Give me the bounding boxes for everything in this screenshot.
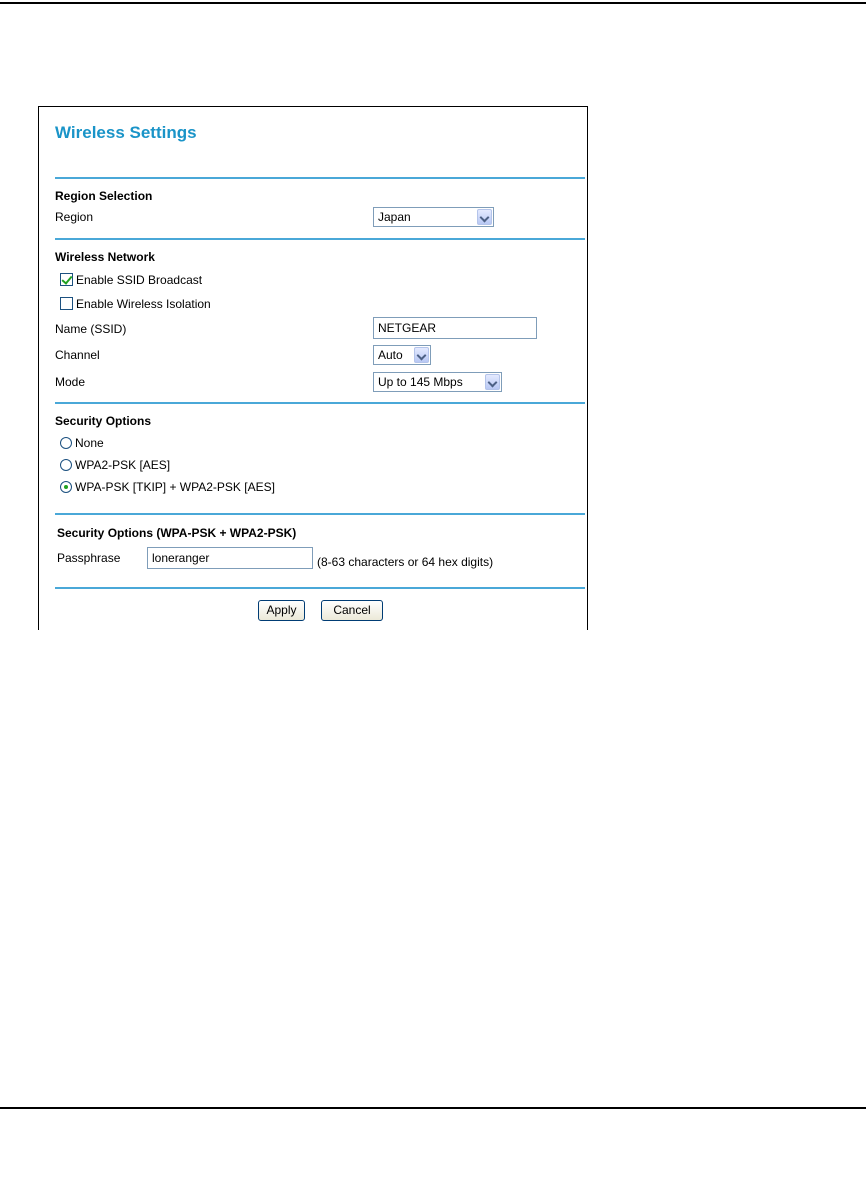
- mode-label: Mode: [55, 375, 86, 389]
- ssid-name-label: Name (SSID): [55, 322, 127, 336]
- ssid-name-value: NETGEAR: [378, 321, 437, 335]
- chevron-down-icon[interactable]: [414, 347, 429, 363]
- security-options-heading: Security Options: [55, 414, 152, 428]
- wireless-isolation-label: Enable Wireless Isolation: [76, 297, 211, 311]
- passphrase-section-heading: Security Options (WPA-PSK + WPA2-PSK): [57, 526, 297, 540]
- security-option-none-label: None: [75, 436, 104, 450]
- apply-button[interactable]: Apply: [258, 600, 305, 621]
- passphrase-label: Passphrase: [57, 551, 121, 565]
- region-label: Region: [55, 210, 94, 224]
- section-divider: [55, 513, 585, 515]
- security-option-wpa2-label: WPA2-PSK [AES]: [75, 458, 171, 472]
- passphrase-hint: (8-63 characters or 64 hex digits): [317, 555, 494, 569]
- channel-label: Channel: [55, 348, 100, 362]
- region-select-value: Japan: [378, 210, 411, 224]
- cancel-button[interactable]: Cancel: [321, 600, 383, 621]
- section-divider: [55, 238, 585, 240]
- section-divider: [55, 177, 585, 179]
- channel-select-value: Auto: [378, 348, 403, 362]
- page-bottom-rule: [0, 1107, 866, 1109]
- region-section-heading: Region Selection: [55, 189, 153, 203]
- page-title: Wireless Settings: [55, 123, 197, 142]
- security-radio-wpa-wpa2[interactable]: [60, 481, 72, 493]
- security-option-wpa-wpa2-label: WPA-PSK [TKIP] + WPA2-PSK [AES]: [75, 480, 275, 494]
- security-radio-none[interactable]: [60, 437, 72, 449]
- mode-select[interactable]: [373, 372, 502, 392]
- ssid-broadcast-label: Enable SSID Broadcast: [76, 273, 203, 287]
- mode-select-value: Up to 145 Mbps: [378, 375, 463, 389]
- section-divider: [55, 587, 585, 589]
- chevron-down-icon[interactable]: [485, 374, 500, 390]
- wireless-isolation-checkbox[interactable]: [60, 297, 73, 310]
- section-divider: [55, 402, 585, 404]
- passphrase-value: loneranger: [152, 551, 210, 565]
- channel-select[interactable]: [373, 345, 431, 365]
- page-top-rule: [0, 2, 866, 4]
- ssid-name-field[interactable]: [373, 317, 537, 339]
- chevron-down-icon[interactable]: [477, 209, 492, 225]
- security-radio-wpa2[interactable]: [60, 459, 72, 471]
- passphrase-field[interactable]: [147, 547, 313, 569]
- ssid-broadcast-checkbox[interactable]: [60, 273, 73, 286]
- wireless-network-heading: Wireless Network: [55, 250, 155, 264]
- region-select[interactable]: [373, 207, 494, 227]
- wireless-settings-panel: [38, 106, 588, 630]
